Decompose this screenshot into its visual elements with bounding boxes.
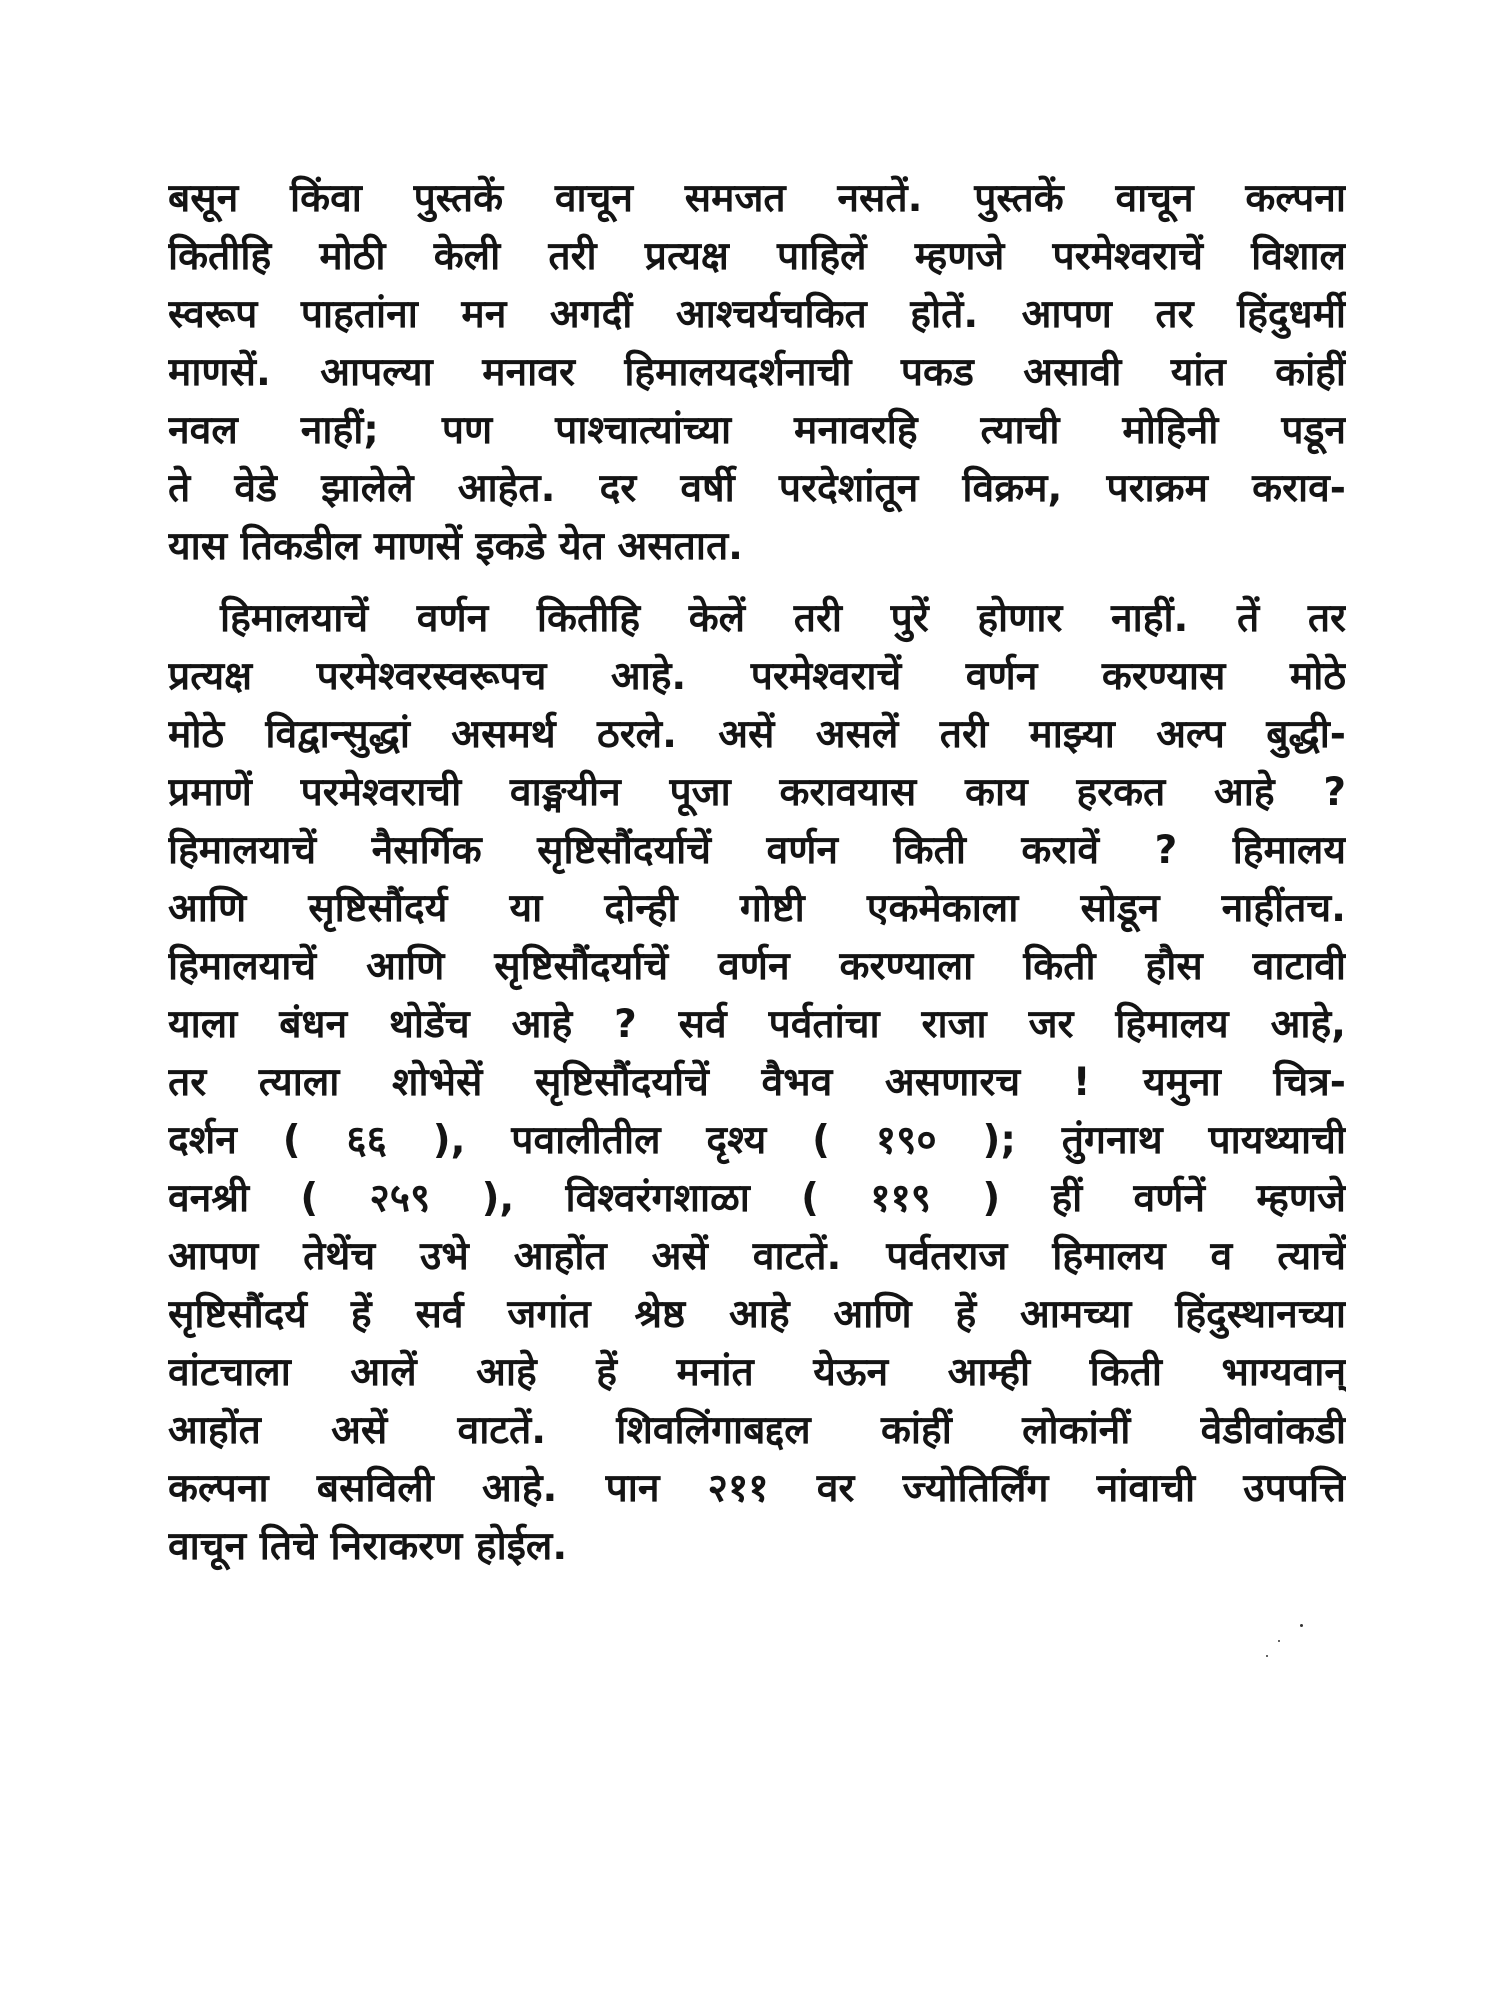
text-line: प्रमाणें परमेश्वराची वाङ्मयीन पूजा करावयास काय हरकत आहे ? [168,770,1346,815]
text-line: प्रत्यक्ष परमेश्वरस्वरूपच आहे. परमेश्वराचें वर्णन करण्यास मोठे [168,654,1346,699]
text-line: हिमालयाचें वर्णन कितीहि केलें तरी पुरें होणार नाहीं. तें तर [220,596,1346,641]
text-line: दर्शन ( ६६ ), पवालीतील दृश्य ( १९० ); तुंगनाथ पायथ्याची [168,1118,1346,1163]
text-line: मोठे विद्वान्सुद्धां असमर्थ ठरले. असें असलें तरी माझ्या अल्प बुद्धी- [168,712,1346,757]
paragraph-2 [168,590,1346,1576]
text-line: माणसें. आपल्या मनावर हिमालयदर्शनाची पकड असावी यांत कांहीं [168,350,1346,395]
text-line: आहोंत असें वाटतें. शिवलिंगाबद्दल कांहीं लोकांनीं वेडीवांकडी [168,1408,1346,1453]
body-text [168,170,1346,1576]
text-line: वांटचाला आलें आहे हें मनांत येऊन आम्ही किती भाग्यवान् [168,1350,1346,1395]
text-line: आणि सृष्टिसौंदर्य या दोन्ही गोष्टी एकमेकाला सोडून नाहींतच. [168,886,1346,931]
text-line: वाचून तिचे निराकरण होईल. [168,1524,568,1569]
text-line: कल्पना बसविली आहे. पान २११ वर ज्योतिर्लिंग नांवाची उपपत्ति [168,1466,1346,1511]
text-line: बसून किंवा पुस्तकें वाचून समजत नसतें. पुस्तकें वाचून कल्पना [168,176,1346,221]
text-line: स्वरूप पाहतांना मन अगदीं आश्चर्यचकित होतें. आपण तर हिंदुधर्मी [168,292,1346,337]
paragraph-1 [168,170,1346,576]
text-line: हिमालयाचें नैसर्गिक सृष्टिसौंदर्याचें वर्णन किती करावें ? हिमालय [168,828,1346,873]
scan-speck [1278,1640,1280,1642]
text-line: तर त्याला शोभेसें सृष्टिसौंदर्याचें वैभव असणारच ! यमुना चित्र- [168,1060,1346,1105]
text-line: सृष्टिसौंदर्य हें सर्व जगांत श्रेष्ठ आहे आणि हें आमच्या हिंदुस्थानच्या [168,1292,1346,1337]
text-line: नवल नाहीं; पण पाश्चात्यांच्या मनावरहि त्याची मोहिनी पडून [168,408,1346,453]
text-line: कितीहि मोठी केली तरी प्रत्यक्ष पाहिलें म्हणजे परमेश्वराचें विशाल [168,234,1346,279]
text-line: आपण तेथेंच उभे आहोंत असें वाटतें. पर्वतराज हिमालय व त्याचें [168,1234,1346,1279]
text-line: याला बंधन थोडेंच आहे ? सर्व पर्वतांचा राजा जर हिमालय आहे, [168,1002,1346,1047]
scan-speck [1266,1655,1268,1657]
text-line: यास तिकडील माणसें इकडे येत असतात. [168,524,744,569]
text-line: वनश्री ( २५९ ), विश्वरंगशाळा ( ११९ ) हीं वर्णनें म्हणजे [168,1176,1346,1221]
paragraph-gap [168,576,1346,590]
text-line: ते वेडे झालेले आहेत. दर वर्षी परदेशांतून विक्रम, पराक्रम कराव- [168,466,1346,511]
text-line: हिमालयाचें आणि सृष्टिसौंदर्याचें वर्णन करण्याला किती हौस वाटावी [168,944,1346,989]
scan-speck [1300,1624,1303,1627]
